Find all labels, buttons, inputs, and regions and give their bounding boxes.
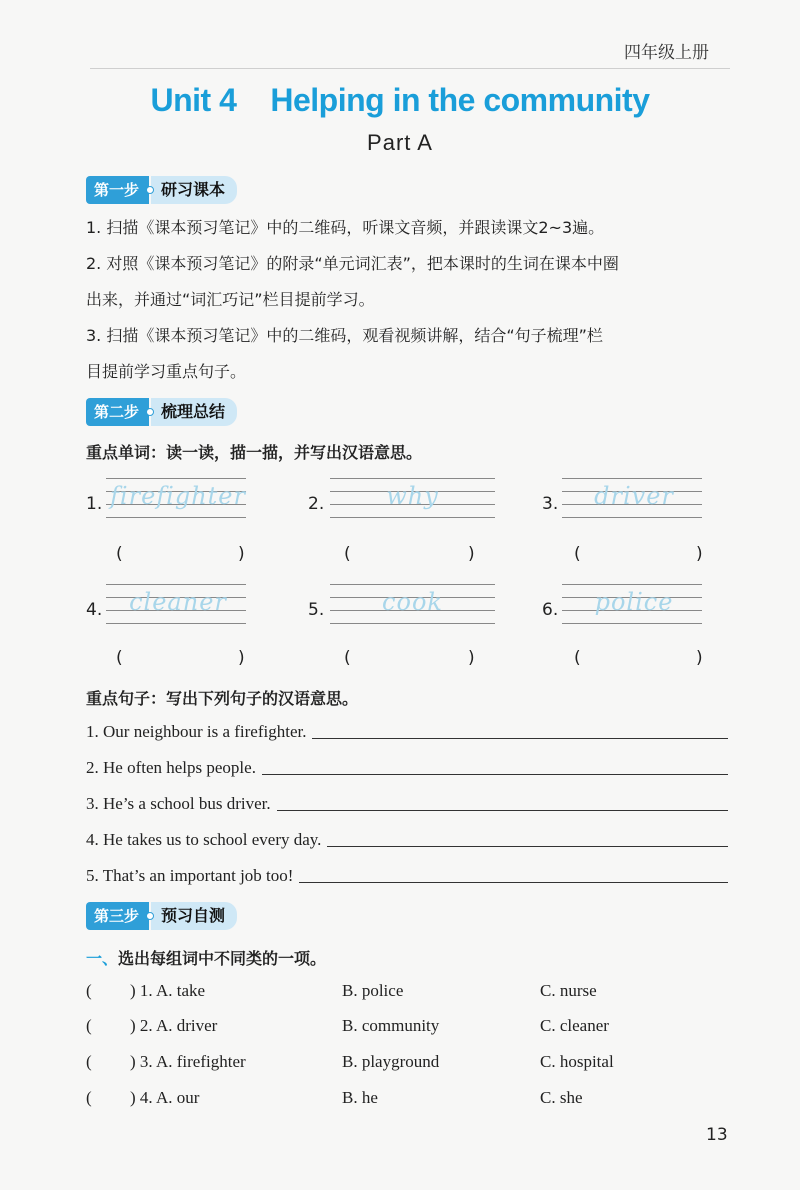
meaning-paren-close: ) <box>468 648 475 668</box>
step2-tag: 第二步 <box>86 398 149 426</box>
step3-tag: 第三步 <box>86 902 149 930</box>
unit-topic: Helping in the community <box>270 82 650 118</box>
unit-title <box>0 82 800 119</box>
word-number: 4. <box>86 600 103 620</box>
option-b: B. police <box>342 981 404 1000</box>
step3-heading <box>86 902 237 930</box>
word-cell-3 <box>542 482 742 548</box>
step1-item: 出来，并通过“词汇巧记”栏目提前学习。 <box>86 290 375 309</box>
question-row <box>86 981 726 1003</box>
option-b: B. playground <box>342 1052 440 1071</box>
answer-blank[interactable] <box>312 738 728 739</box>
answer-paren[interactable]: ( <box>86 1016 92 1035</box>
unit-number: Unit 4 <box>150 82 237 118</box>
option-a: ) 2. A. driver <box>130 1016 218 1035</box>
header-rule <box>90 68 730 69</box>
trace-word: cleaner <box>129 588 227 616</box>
word-cell-6 <box>542 588 742 654</box>
meaning-paren-close: ) <box>238 544 245 564</box>
option-c: C. she <box>540 1088 583 1107</box>
section-title: 选出每组词中不同类的一项。 <box>118 949 327 968</box>
step1-label: 研习课本 <box>151 176 237 204</box>
trace-word: police <box>594 588 674 616</box>
answer-paren[interactable]: ( <box>86 1052 92 1071</box>
question-row <box>86 1016 726 1038</box>
answer-paren[interactable]: ( <box>86 1088 92 1107</box>
answer-blank[interactable] <box>262 774 728 775</box>
word-cell-5 <box>308 588 508 654</box>
page-number: 13 <box>706 1125 728 1145</box>
sentence-text: 5. That’s an important job too! <box>86 866 294 885</box>
step3-label: 预习自测 <box>151 902 237 930</box>
meaning-paren-open: ( <box>116 648 123 668</box>
meaning-paren-close: ) <box>238 648 245 668</box>
trace-word: driver <box>594 482 674 510</box>
meaning-paren-open: ( <box>574 648 581 668</box>
answer-blank[interactable] <box>299 882 728 883</box>
step1-item: 3. 扫描《课本预习笔记》中的二维码，观看视频讲解，结合“句子梳理”栏 <box>86 326 603 345</box>
sentence-row <box>86 720 728 742</box>
option-b: B. community <box>342 1016 440 1035</box>
sentences-instruction: 重点句子：写出下列句子的汉语意思。 <box>86 689 359 708</box>
step1-heading <box>86 176 237 204</box>
sentence-text: 4. He takes us to school every day. <box>86 830 322 849</box>
sentence-text: 2. He often helps people. <box>86 758 256 777</box>
word-number: 2. <box>308 494 325 514</box>
sentence-row <box>86 864 728 886</box>
section-heading <box>86 946 326 969</box>
trace-word: firefighter <box>110 482 246 510</box>
step1-item: 目提前学习重点句子。 <box>86 362 247 381</box>
sentence-row <box>86 828 728 850</box>
words-instruction: 重点单词：读一读，描一描，并写出汉语意思。 <box>86 443 423 462</box>
option-b: B. he <box>342 1088 378 1107</box>
option-a: ) 3. A. firefighter <box>130 1052 246 1071</box>
meaning-paren-open: ( <box>344 648 351 668</box>
step2-dot-icon <box>146 408 154 416</box>
question-row <box>86 1088 726 1110</box>
part-title: Part A <box>367 130 433 155</box>
section-number: 一、 <box>86 949 119 968</box>
step2-label: 梳理总结 <box>151 398 237 426</box>
meaning-paren-open: ( <box>116 544 123 564</box>
meaning-paren-open: ( <box>574 544 581 564</box>
sentence-row <box>86 756 728 778</box>
step3-dot-icon <box>146 912 154 920</box>
option-c: C. nurse <box>540 981 597 1000</box>
option-a: ) 4. A. our <box>130 1088 200 1107</box>
answer-blank[interactable] <box>327 846 728 847</box>
answer-paren[interactable]: ( <box>86 981 92 1000</box>
step1-tag: 第一步 <box>86 176 149 204</box>
step1-item: 1. 扫描《课本预习笔记》中的二维码，听课文音频，并跟读课文2~3遍。 <box>86 218 605 237</box>
question-row <box>86 1052 726 1074</box>
step2-heading <box>86 398 237 426</box>
option-a: ) 1. A. take <box>130 981 206 1000</box>
trace-word: why <box>386 482 439 510</box>
trace-word: cook <box>382 588 443 616</box>
word-number: 6. <box>542 600 559 620</box>
step1-dot-icon <box>146 186 154 194</box>
option-c: C. cleaner <box>540 1016 609 1035</box>
word-number: 1. <box>86 494 103 514</box>
word-cell-2 <box>308 482 508 548</box>
grade-label: 四年级上册 <box>624 43 709 63</box>
step1-item: 2. 对照《课本预习笔记》的附录“单元词汇表”，把本课时的生词在课本中圈 <box>86 254 619 273</box>
meaning-paren-close: ) <box>468 544 475 564</box>
sentence-text: 1. Our neighbour is a firefighter. <box>86 722 307 741</box>
answer-blank[interactable] <box>277 810 728 811</box>
sentence-row <box>86 792 728 814</box>
meaning-paren-close: ) <box>696 544 703 564</box>
option-c: C. hospital <box>540 1052 614 1071</box>
word-number: 3. <box>542 494 559 514</box>
word-cell-1 <box>86 482 286 548</box>
meaning-paren-close: ) <box>696 648 703 668</box>
word-number: 5. <box>308 600 325 620</box>
meaning-paren-open: ( <box>344 544 351 564</box>
word-cell-4 <box>86 588 286 654</box>
sentence-text: 3. He’s a school bus driver. <box>86 794 271 813</box>
